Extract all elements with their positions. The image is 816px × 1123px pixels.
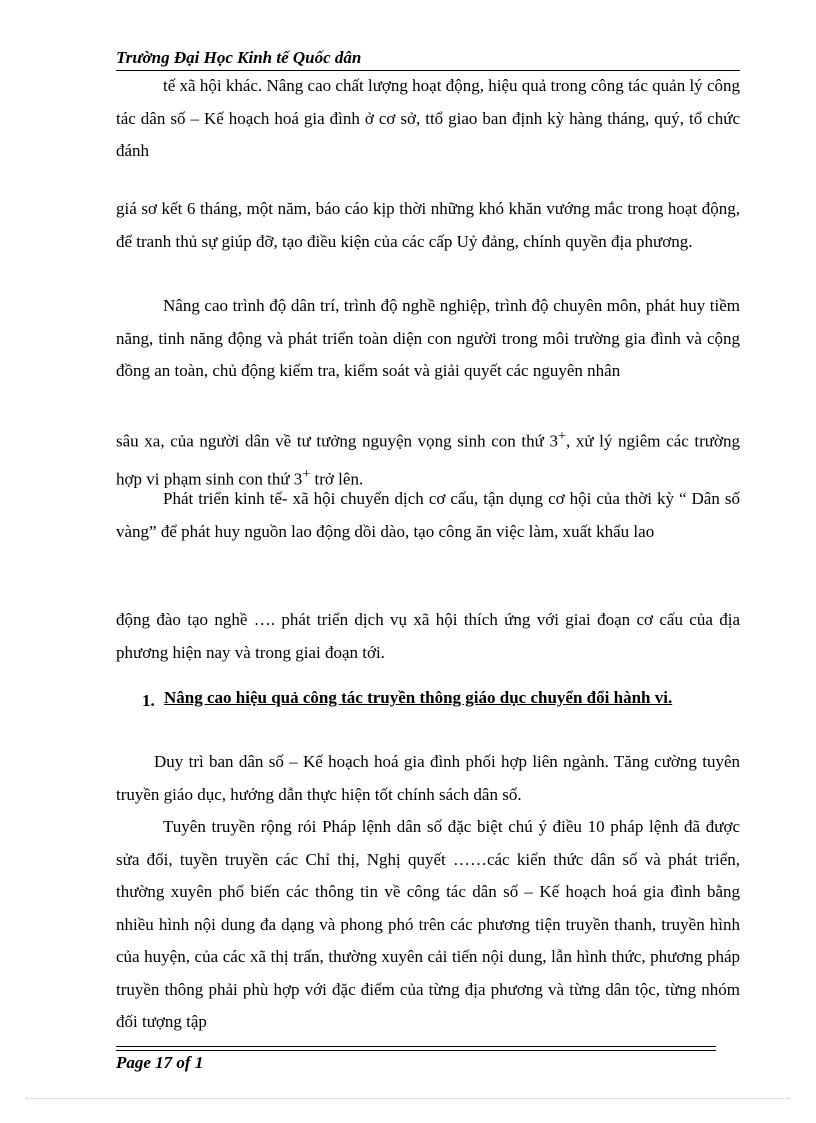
superscript-plus: +	[302, 466, 311, 483]
section-title: Nâng cao hiệu quả công tác truyền thông giáo dục chuyển đổi hành vi.	[164, 688, 673, 707]
footer-rule-secondary	[116, 1050, 716, 1051]
paragraph-3: Nâng cao trình độ dân trí, trình độ nghề nghiệp, trình độ chuyên môn, phát huy tiềm năng, tinh năng động và phát triển toàn diện con người trong môi trường gia đình và cộng đồng an toàn, chủ động kiểm tra, kiểm soát và giải quyết các nguyên nhân	[116, 296, 740, 380]
paragraph-4-text-b: , xử lý ngiêm các trường hợp vi phạm sinh con thứ 3	[116, 431, 740, 489]
section-heading	[116, 686, 740, 710]
document-header	[116, 48, 740, 71]
paragraph-7: Duy trì ban dân số – Kế hoạch hoá gia đình phối hợp liên ngành. Tăng cường tuyên truyền giáo dục, hướng dẫn thực hiện tốt chính sách dân số.	[116, 752, 740, 804]
paragraph-5: Phát triển kinh tế- xã hội chuyển dịch cơ cấu, tận dụng cơ hội của thời kỳ “ Dân số vàng” để phát huy nguồn lao động dồi dào, tạo công ăn việc làm, xuất khẩu lao	[116, 489, 740, 541]
paragraph-6: động đào tạo nghề …. phát triển dịch vụ xã hội thích ứng với giai đoạn cơ cấu của địa phương hiện nay và trong giai đoạn tới.	[116, 610, 740, 662]
footer-rule	[116, 1046, 716, 1047]
paragraph-2: giá sơ kết 6 tháng, một năm, báo cáo kịp thời những khó khăn vướng mắc trong hoạt động, để tranh thủ sự giúp đỡ, tạo điều kiện của các cấp Uỷ đảng, chính quyền địa phương.	[116, 199, 740, 251]
page-break-line	[26, 1098, 790, 1099]
paragraph-4-text-c: trở lên.	[310, 469, 364, 489]
page-number: Page 17 of 1	[116, 1053, 204, 1072]
paragraph-1: tế xã hội khác. Nâng cao chất lượng hoạt động, hiệu quả trong công tác quản lý công tác dân số – Kế hoạch hoá gia đình ở cơ sở, ttổ giao ban định kỳ hàng tháng, quý, tổ chức đánh	[116, 76, 740, 160]
page-footer	[116, 1053, 203, 1073]
paragraph-8: Tuyên truyền rộng rói Pháp lệnh dân số đặc biệt chú ý điều 10 pháp lệnh đã được sửa đổi, tuyền truyền các Chỉ thị, Nghị quyết ……các kiến thức dân số và phát triển, thường xuyên phổ biến các thông tin về công tác dân số – Kế hoạch hoá gia đình bằng nhiều hình nội dung đa dạng và phong phó trên các phương tiện truyền thanh, truyền hình của huyện, của các xã thị trấn, thường xuyên cải tiến nội dung, lẫn hình thức, phương pháp truyền thông phải phù hợp với đặc điểm của từng địa phương và từng dân tộc, từng nhóm đối tượng tập	[116, 817, 740, 1031]
header-title: Trường Đại Học Kinh tế Quốc dân	[116, 48, 362, 67]
paragraph-4-text-a: sâu xa, của người dân về tư tưởng nguyện vọng sinh con thứ 3	[116, 431, 558, 451]
section-number: 1.	[142, 691, 155, 710]
superscript-plus: +	[557, 428, 566, 444]
